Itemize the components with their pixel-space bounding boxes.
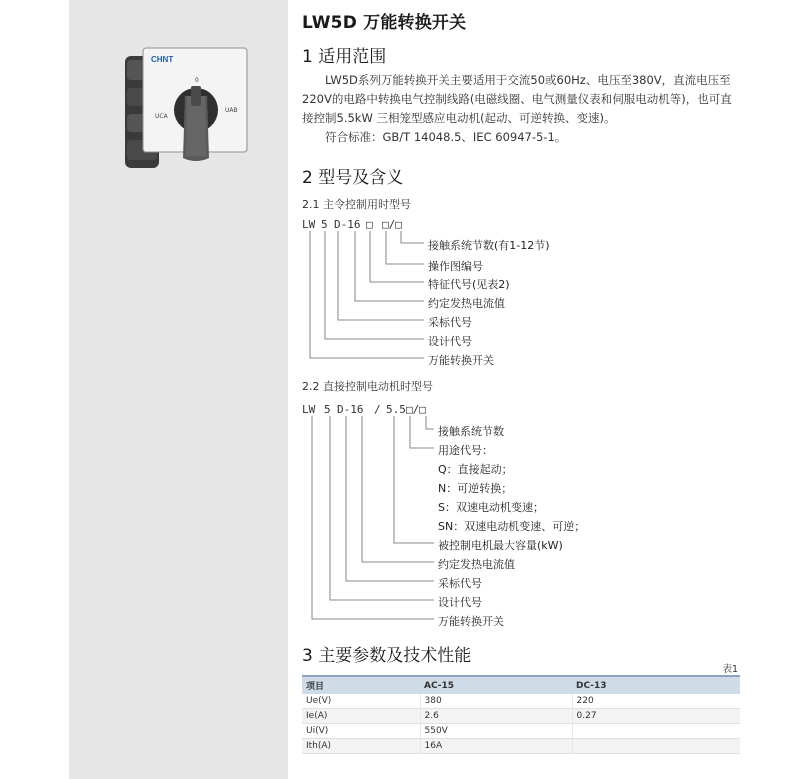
code-box1: □ [366, 218, 373, 231]
table-cell: 220 [572, 694, 740, 709]
brand-logo: CHNT [151, 55, 174, 64]
d1-label-1: 接触系统节数(有1-12节) [428, 239, 550, 252]
d1-label-3: 特征代号(见表2) [428, 278, 510, 291]
table-row [302, 709, 740, 724]
table-caption: 表1 [722, 664, 738, 675]
table-header: AC-15 [420, 676, 572, 694]
section-heading-params: 3 主要参数及技术性能 [302, 646, 472, 666]
d2-label-10: 设计代号 [438, 596, 482, 609]
table-cell: Ith(A) [302, 739, 420, 754]
params-table [302, 675, 740, 754]
spec-content [302, 0, 742, 779]
diagram2-lines [302, 403, 442, 623]
code2-55: 5.5 [386, 403, 406, 416]
table-cell: 2.6 [420, 709, 572, 724]
table-row [302, 739, 740, 754]
svg-text:0: 0 [195, 77, 199, 84]
code-d16: D-16 [334, 218, 361, 231]
d1-label-4: 约定发热电流值 [428, 297, 505, 310]
table-row [302, 724, 740, 739]
table-cell: Ui(V) [302, 724, 420, 739]
d2-label-8: 约定发热电流值 [438, 558, 515, 571]
d1-label-5: 采标代号 [428, 316, 472, 329]
model-diagram-2 [302, 403, 742, 628]
page-title: LW5D 万能转换开关 [302, 13, 467, 33]
section-heading-scope: 1 适用范围 [302, 47, 387, 67]
d2-label-11: 万能转换开关 [438, 615, 504, 628]
table-row [302, 694, 740, 709]
model-sub1-title: 2.1 主令控制用时型号 [302, 198, 411, 211]
table-header: 项目 [302, 676, 420, 694]
d1-label-7: 万能转换开关 [428, 354, 494, 367]
d2-label-2: 用途代号： [438, 444, 493, 457]
product-panel [69, 0, 288, 779]
diagram1-lines [302, 218, 432, 363]
code-lw: LW [302, 218, 316, 231]
table-cell [572, 739, 740, 754]
code2-5: 5 [324, 403, 331, 416]
d1-label-6: 设计代号 [428, 335, 472, 348]
svg-text:UCA: UCA [155, 113, 168, 120]
table-header-row [302, 676, 740, 694]
d2-label-5: S：双速电动机变速； [438, 501, 544, 514]
code-5: 5 [321, 218, 328, 231]
table-cell [572, 724, 740, 739]
scope-paragraph [302, 71, 742, 147]
svg-text:UAB: UAB [225, 107, 238, 114]
table-cell: 16A [420, 739, 572, 754]
table-cell: 550V [420, 724, 572, 739]
code2-slash: / [374, 403, 381, 416]
switch-product-image [121, 38, 251, 173]
d2-label-1: 接触系统节数 [438, 425, 504, 438]
standard-text: 符合标准：GB/T 14048.5、IEC 60947-5-1。 [325, 130, 567, 144]
table-cell: 380 [420, 694, 572, 709]
code2-lw: LW [302, 403, 316, 416]
d2-label-3: Q：直接起动； [438, 463, 513, 476]
d2-label-6: SN：双速电动机变速、可逆； [438, 520, 586, 533]
code-box2: □/□ [382, 218, 402, 231]
d2-label-7: 被控制电机最大容量(kW) [438, 539, 563, 552]
table-header: DC-13 [572, 676, 740, 694]
scope-text: LW5D系列万能转换开关主要适用于交流50或60Hz、电压至380V，直流电压至220V的电路中转换电气控制线路(电磁线圈、电气测量仪表和伺服电动机等)，也可直接控制5.5kW 三相笼型感应电动机(起动、可逆转换、变速)。 [302, 73, 732, 125]
table-cell: Ue(V) [302, 694, 420, 709]
model-sub2-title: 2.2 直接控制电动机时型号 [302, 380, 433, 393]
d2-label-4: N：可逆转换； [438, 482, 513, 495]
model-diagram-1 [302, 218, 742, 368]
d1-label-2: 操作图编号 [428, 260, 483, 273]
d2-label-9: 采标代号 [438, 577, 482, 590]
section-heading-model: 2 型号及含义 [302, 168, 404, 188]
code2-d16: D-16 [337, 403, 364, 416]
table-cell: Ie(A) [302, 709, 420, 724]
code2-boxes: □/□ [406, 403, 426, 416]
table-cell: 0.27 [572, 709, 740, 724]
